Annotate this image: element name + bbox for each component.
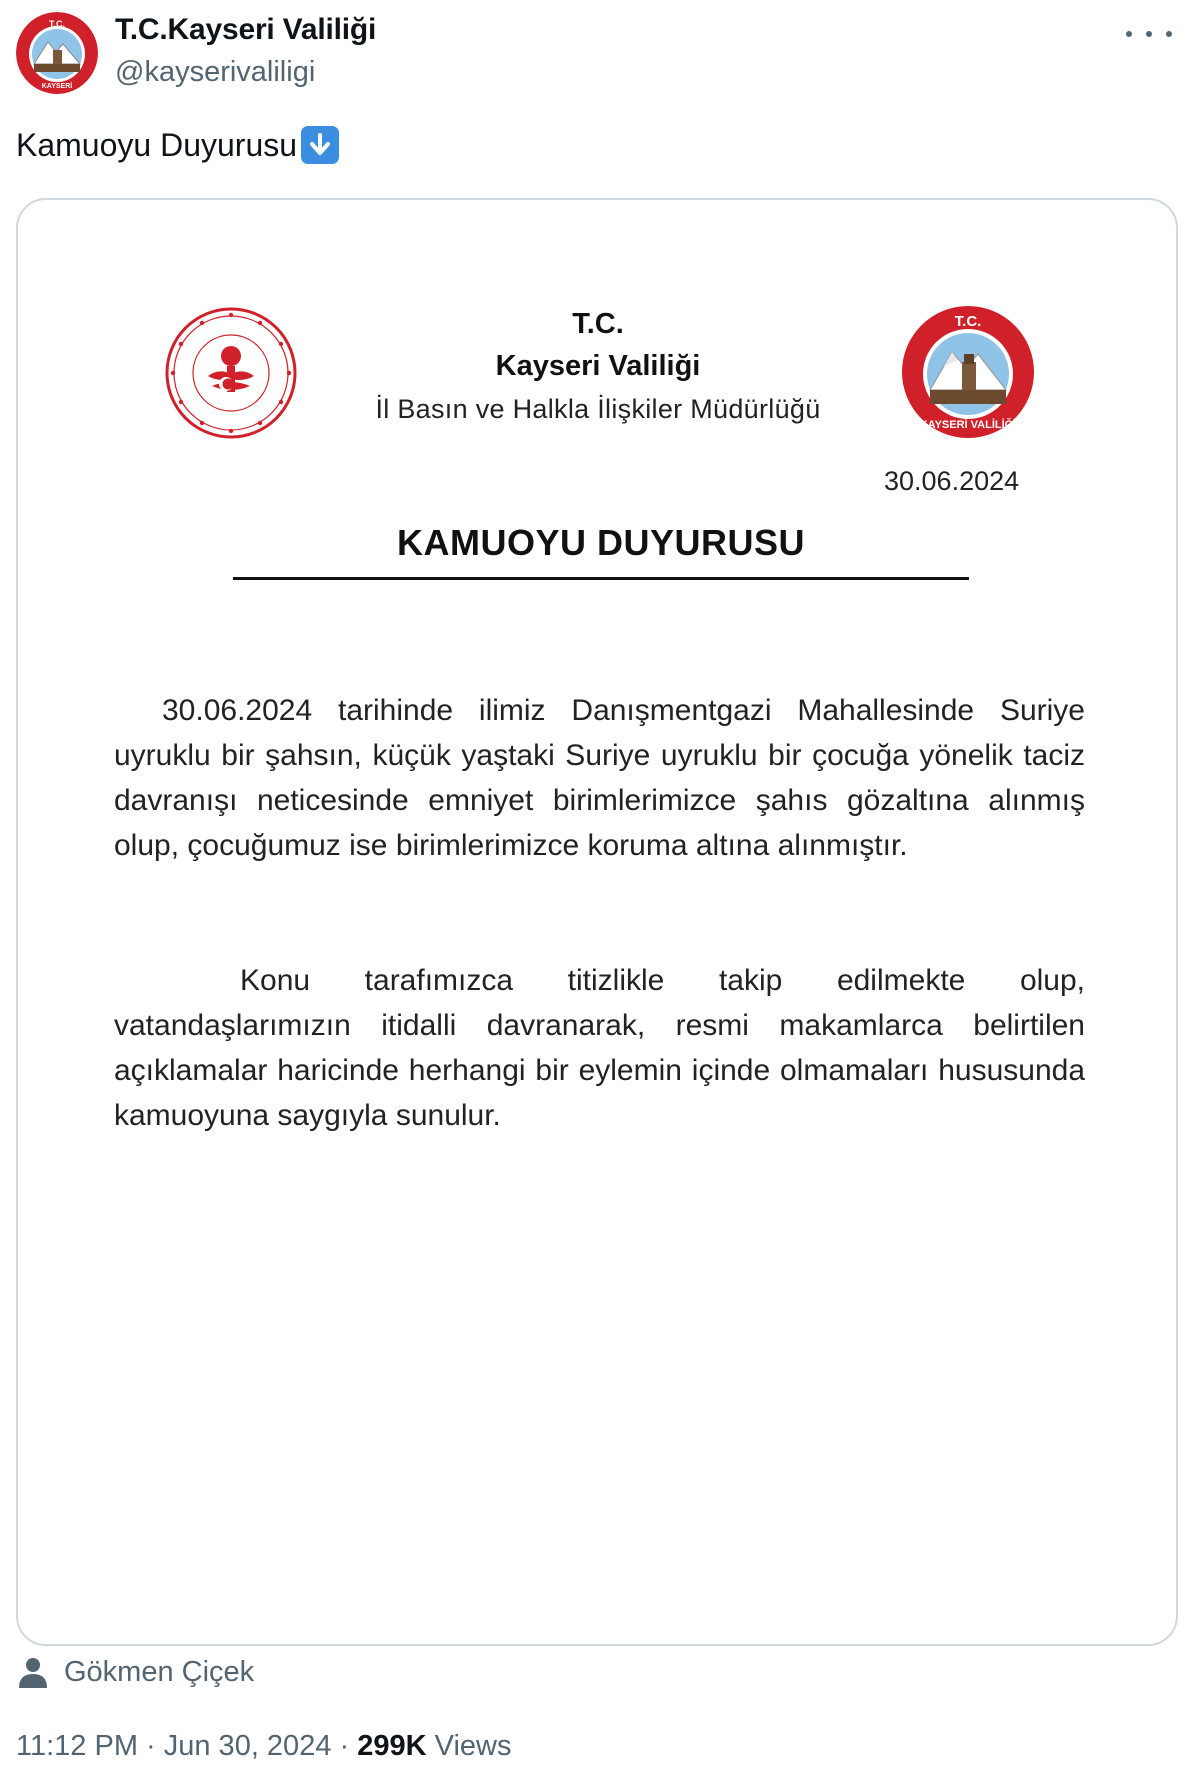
down-arrow-icon (301, 126, 339, 164)
more-options-button[interactable] (1126, 22, 1172, 46)
letterhead-tc: T.C. (572, 308, 624, 340)
views-link[interactable] (357, 1730, 511, 1762)
person-icon (18, 1657, 48, 1689)
tweet-text (16, 126, 339, 164)
author-avatar[interactable] (16, 12, 98, 94)
document-heading: KAMUOYU DUYURUSU (396, 522, 805, 563)
document-paragraph-2: Konu tarafımızca titizlikle takip edilmekte olup, vatandaşlarımızın itidalli davranarak, resmi makamlarca belirtilen açıklamalar haricinde herhangi bir eylemin içinde olmamaları hususunda kamuoyuna saygıyla sunulur. (114, 964, 1085, 1132)
media-image-card[interactable] (16, 198, 1178, 1646)
tweet-metadata (16, 1730, 511, 1763)
kayseri-valiligi-seal-icon (900, 304, 1036, 440)
seal-text-bottom: KAYSERİ VALİLİĞİ (919, 419, 1017, 431)
media-attribution[interactable] (18, 1656, 254, 1689)
document-paragraph-1: 30.06.2024 tarihinde ilimiz Danışmentgazi Mahallesinde Suriye uyruklu bir şahsın, küçük yaştaki Suriye uyruklu bir çocuğa yönelik taciz davranışı neticesinde emniyet birimlerimizce şahıs gözaltına alınmış olup, çocuğumuz ise birimlerimizce koruma altına alınmıştır. (114, 694, 1085, 862)
views-count: 299K (357, 1730, 427, 1762)
letterhead-department: İl Basın ve Halkla İlişkiler Müdürlüğü (375, 394, 821, 424)
attribution-name: Gökmen Çiçek (64, 1656, 255, 1688)
svg-text:KAYSERİ: KAYSERİ (41, 83, 73, 90)
meta-separator: · (331, 1730, 358, 1762)
svg-text:T.C.: T.C. (48, 19, 66, 29)
tweet-timestamp[interactable]: 11:12 PM · Jun 30, 2024 (16, 1730, 332, 1762)
letterhead-office-name: Kayseri Valiliği (495, 350, 701, 382)
more-options-dot (1146, 31, 1152, 37)
more-options-dot (1166, 31, 1172, 37)
author-handle[interactable]: @kayserivaliligi (115, 56, 316, 88)
seal-text-top: T.C. (954, 313, 982, 330)
kayseri-valiligi-logo-icon (16, 12, 98, 94)
more-options-icon (1126, 31, 1132, 37)
heading-underline (233, 577, 969, 580)
document-date: 30.06.2024 (884, 466, 1020, 496)
author-display-name[interactable]: T.C.Kayseri Valiliği (115, 13, 377, 46)
tweet-text-content: Kamuoyu Duyurusu (16, 126, 298, 163)
views-label: Views (426, 1730, 512, 1762)
